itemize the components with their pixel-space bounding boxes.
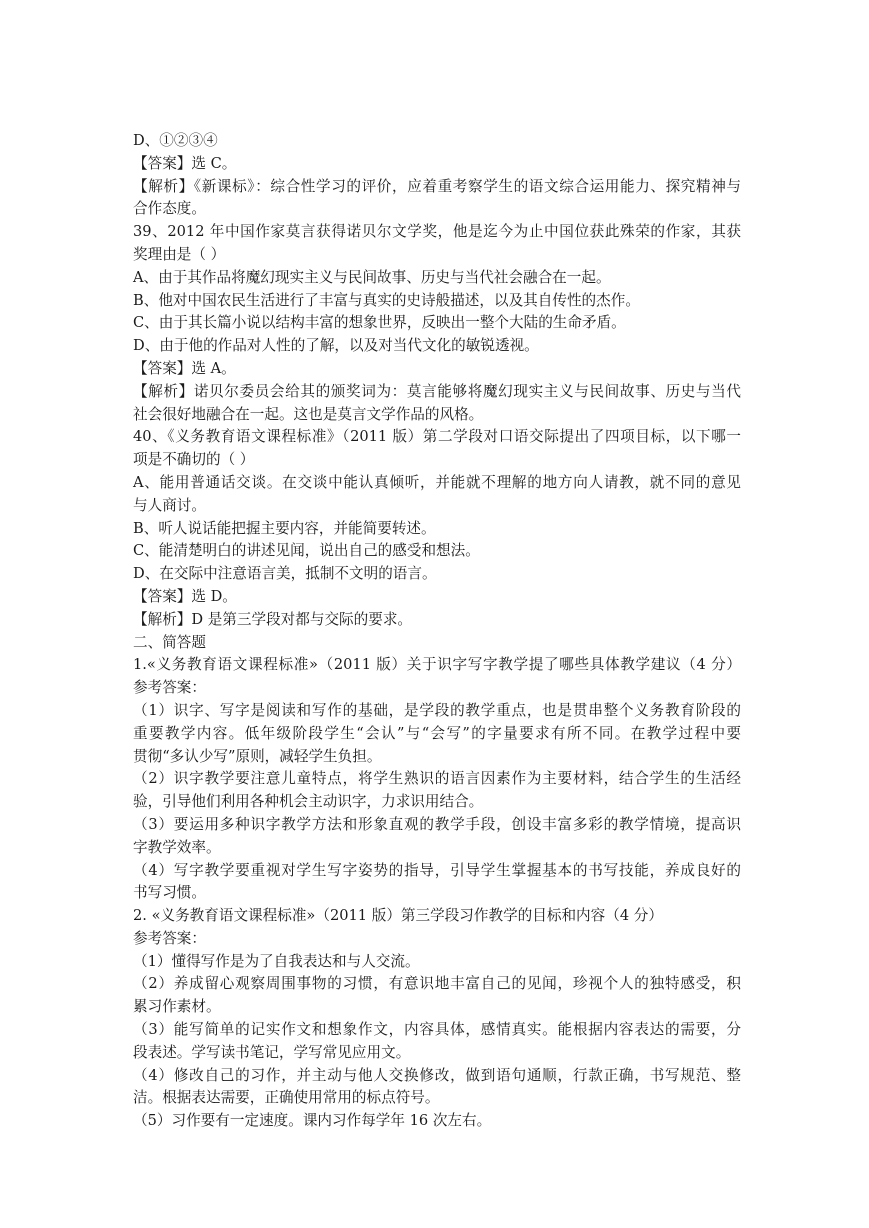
text-line: D、①②③④ [133, 132, 218, 149]
text-line: （1）识字、写字是阅读和写作的基础，是学段的教学重点，也是贯串整个义务教育阶段的 [133, 701, 741, 719]
text-line: 合作态度。 [133, 200, 206, 218]
text-line: 段表述。学写读书笔记，学写常见应用文。 [133, 1043, 411, 1061]
text-line: 【解析】《新课标》：综合性学习的评价，应着重考察学生的语文综合运用能力、探究精神与 [133, 177, 741, 195]
text-line: B、听人说话能把握主要内容，并能简要转述。 [133, 519, 436, 537]
document-body [133, 130, 741, 1133]
text-line: （3）能写简单的记实作文和想象作文，内容具体，感情真实。能根据内容表达的需要，分 [133, 1021, 741, 1039]
text-line: 2. «义务教育语文课程标准»（2011 版）第三学段习作教学的目标和内容（4 分） [133, 907, 663, 925]
text-line: （2）识字教学要注意儿童特点，将学生熟识的语言因素作为主要材料，结合学生的生活经 [133, 770, 741, 788]
text-line: C、由于其长篇小说以结构丰富的想象世界，反映出一整个大陆的生命矛盾。 [133, 314, 626, 332]
text-line: 洁。根据表达需要，正确使用常用的标点符号。 [133, 1089, 440, 1107]
text-line: 项是不确切的（ ） [133, 451, 255, 469]
text-line: 1.«义务教育语文课程标准»（2011 版）关于识字写字教学提了哪些具体教学建议（4 分） [133, 656, 741, 674]
text-line: 与人商讨。 [133, 496, 206, 514]
text-line: （1）懂得写作是为了自我表达和与人交流。 [133, 952, 420, 970]
text-line: 累习作素材。 [133, 998, 221, 1016]
text-line: 验，引导他们利用各种机会主动识字，力求识用结合。 [133, 793, 484, 811]
text-line: （2）养成留心观察周围事物的习惯，有意识地丰富自己的见闻，珍视个人的独特感受，积 [133, 975, 741, 993]
text-line: 贯彻“多认少写”原则，减轻学生负担。 [133, 747, 382, 765]
text-line: 重要教学内容。低年级阶段学生“会认”与“会写”的字量要求有所不同。在教学过程中要 [133, 724, 741, 742]
text-line: 社会很好地融合在一起。这也是莫言文学作品的风格。 [133, 405, 484, 423]
text-line: B、他对中国农民生活进行了丰富与真实的史诗般描述，以及其自传性的杰作。 [133, 291, 640, 309]
text-line: A、能用普通话交谈。在交谈中能认真倾听，并能就不理解的地方向人请教，就不同的意见 [133, 473, 741, 491]
text-line: （4）写字教学要重视对学生写字姿势的指导，引导学生掌握基本的书写技能，养成良好的 [133, 861, 741, 879]
text-line: 40、《义务教育语文课程标准》（2011 版）第二学段对口语交际提出了四项目标，以下哪一 [133, 428, 741, 446]
text-line: 二、简答题 [133, 633, 206, 651]
text-line: 参考答案： [133, 679, 206, 697]
text-line: （5）习作要有一定速度。课内习作每学年 16 次左右。 [133, 1112, 492, 1130]
text-line: D、由于他的作品对人性的了解，以及对当代文化的敏锐透视。 [133, 337, 539, 355]
text-line: 字教学效率。 [133, 838, 221, 856]
text-line: 参考答案： [133, 929, 206, 947]
text-line: 39、2012 年中国作家莫言获得诺贝尔文学奖，他是迄今为止中国位获此殊荣的作家，其获 [133, 223, 741, 241]
text-line: D、在交际中注意语言美，抵制不文明的语言。 [133, 565, 437, 583]
text-line: 奖理由是（ ） [133, 245, 226, 263]
text-line: 书写习惯。 [133, 884, 206, 902]
text-line: 【答案】选 C。 [133, 154, 237, 172]
text-line: 【答案】选 D。 [133, 587, 237, 605]
text-line: 【答案】选 A。 [133, 359, 236, 377]
text-line: 【解析】D 是第三学段对都与交际的要求。 [133, 610, 413, 628]
text-line: 【解析】诺贝尔委员会给其的颁奖词为：莫言能够将魔幻现实主义与民间故事、历史与当代 [133, 382, 741, 400]
text-line: （3）要运用多种识字教学方法和形象直观的教学手段，创设丰富多彩的教学情境，提高识 [133, 815, 741, 833]
text-line: C、能清楚明白的讲述见闻，说出自己的感受和想法。 [133, 542, 480, 560]
text-line: （4）修改自己的习作，并主动与他人交换修改，做到语句通顺，行款正确，书写规范、整 [133, 1066, 741, 1084]
text-line: A、由于其作品将魔幻现实主义与民间故事、历史与当代社会融合在一起。 [133, 268, 611, 286]
